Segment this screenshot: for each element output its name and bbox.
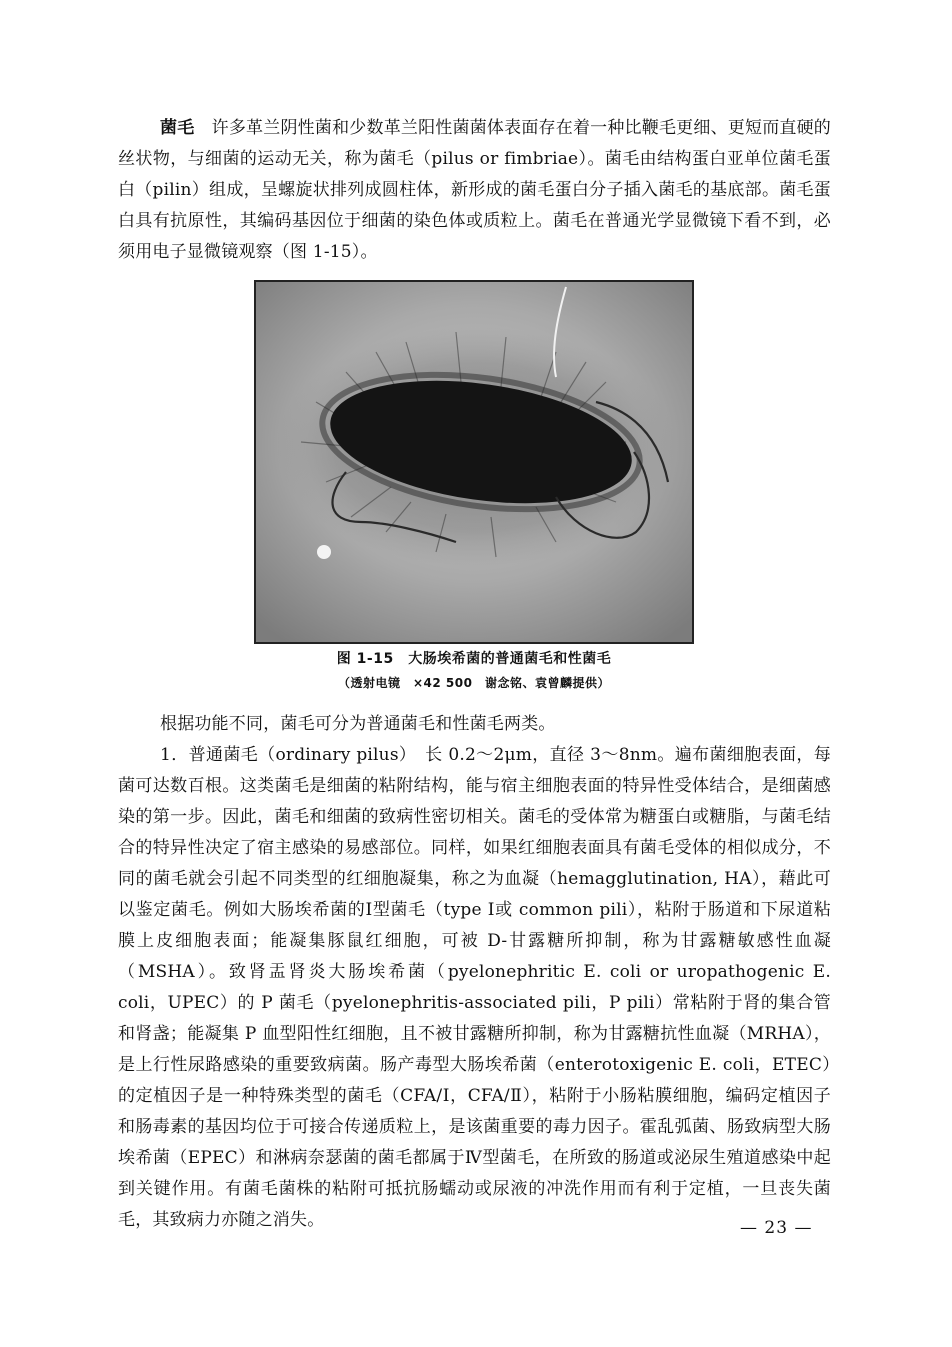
- term-pili: 菌毛: [160, 118, 195, 138]
- page-number: — 23 —: [740, 1218, 813, 1238]
- figure-em-photo: [254, 280, 694, 644]
- em-photo-illustration: [256, 282, 692, 642]
- paragraph-pili-intro: [118, 113, 831, 268]
- figure-caption-subtitle: （透射电镜 ×42 500 谢念铭、袁曾麟提供）: [338, 676, 610, 690]
- figure-caption-title: 图 1-15 大肠埃希菌的普通菌毛和性菌毛: [336, 651, 612, 667]
- paragraph-ordinary-pilus: 1．普通菌毛（ordinary pilus） 长 0.2～2μm，直径 3～8nm。遍布菌细胞表面，每菌可达数百根。这类菌毛是细菌的粘附结构，能与宿主细胞表面的特异性受体结合，是细菌感染的第一步。因此，菌毛和细菌的致病性密切相关。菌毛的受体常为糖蛋白或糖脂，与菌毛结合的特异性决定了宿主感染的易感部位。同样，如果红细胞表面具有菌毛受体的相似成分，不同的菌毛就会引起不同类型的红细胞凝集，称之为血凝（hemagglutination, HA），藉此可以鉴定菌毛。例如大肠埃希菌的Ⅰ型菌毛（type Ⅰ或 common pili），粘附于肠道和下尿道粘膜上皮细胞表面；能凝集豚鼠红细胞，可被 D-甘露糖所抑制，称为甘露糖敏感性血凝（MSHA）。致肾盂肾炎大肠埃希菌（pyelonephritic E. coli or uropathogenic E. coli，UPEC）的 P 菌毛（pyelonephritis-associated pili，P pili）常粘附于肾的集合管和肾盏；能凝集 P 血型阳性红细胞，且不被甘露糖所抑制，称为甘露糖抗性血凝（MRHA），是上行性尿路感染的重要致病菌。肠产毒型大肠埃希菌（enterotoxigenic E. coli，ETEC）的定植因子是一种特殊类型的菌毛（CFA/Ⅰ，CFA/Ⅱ），粘附于小肠粘膜细胞，编码定植因子和肠毒素的基因均位于可接合传递质粒上，是该菌重要的毒力因子。霍乱弧菌、肠致病型大肠埃希菌（EPEC）和淋病奈瑟菌的菌毛都属于Ⅳ型菌毛，在所致的肠道或泌尿生殖道感染中起到关键作用。有菌毛菌株的粘附可抵抗肠蠕动或尿液的冲洗作用而有利于定植，一旦丧失菌毛，其致病力亦随之消失。: [118, 745, 831, 1230]
- paragraph-pili-types: 根据功能不同，菌毛可分为普通菌毛和性菌毛两类。: [160, 714, 556, 734]
- paragraph-pili-intro-text: 许多革兰阴性菌和少数革兰阳性菌菌体表面存在着一种比鞭毛更细、更短而直硬的丝状物，与细菌的运动无关，称为菌毛（pilus or fimbriae）。菌毛由结构蛋白亚单位菌毛蛋白（pilin）组成，呈螺旋状排列成圆柱体，新形成的菌毛蛋白分子插入菌毛的基底部。菌毛蛋白具有抗原性，其编码基因位于细菌的染色体或质粒上。菌毛在普通光学显微镜下看不到，必须用电子显微镜观察（图 1-15）。: [118, 118, 832, 262]
